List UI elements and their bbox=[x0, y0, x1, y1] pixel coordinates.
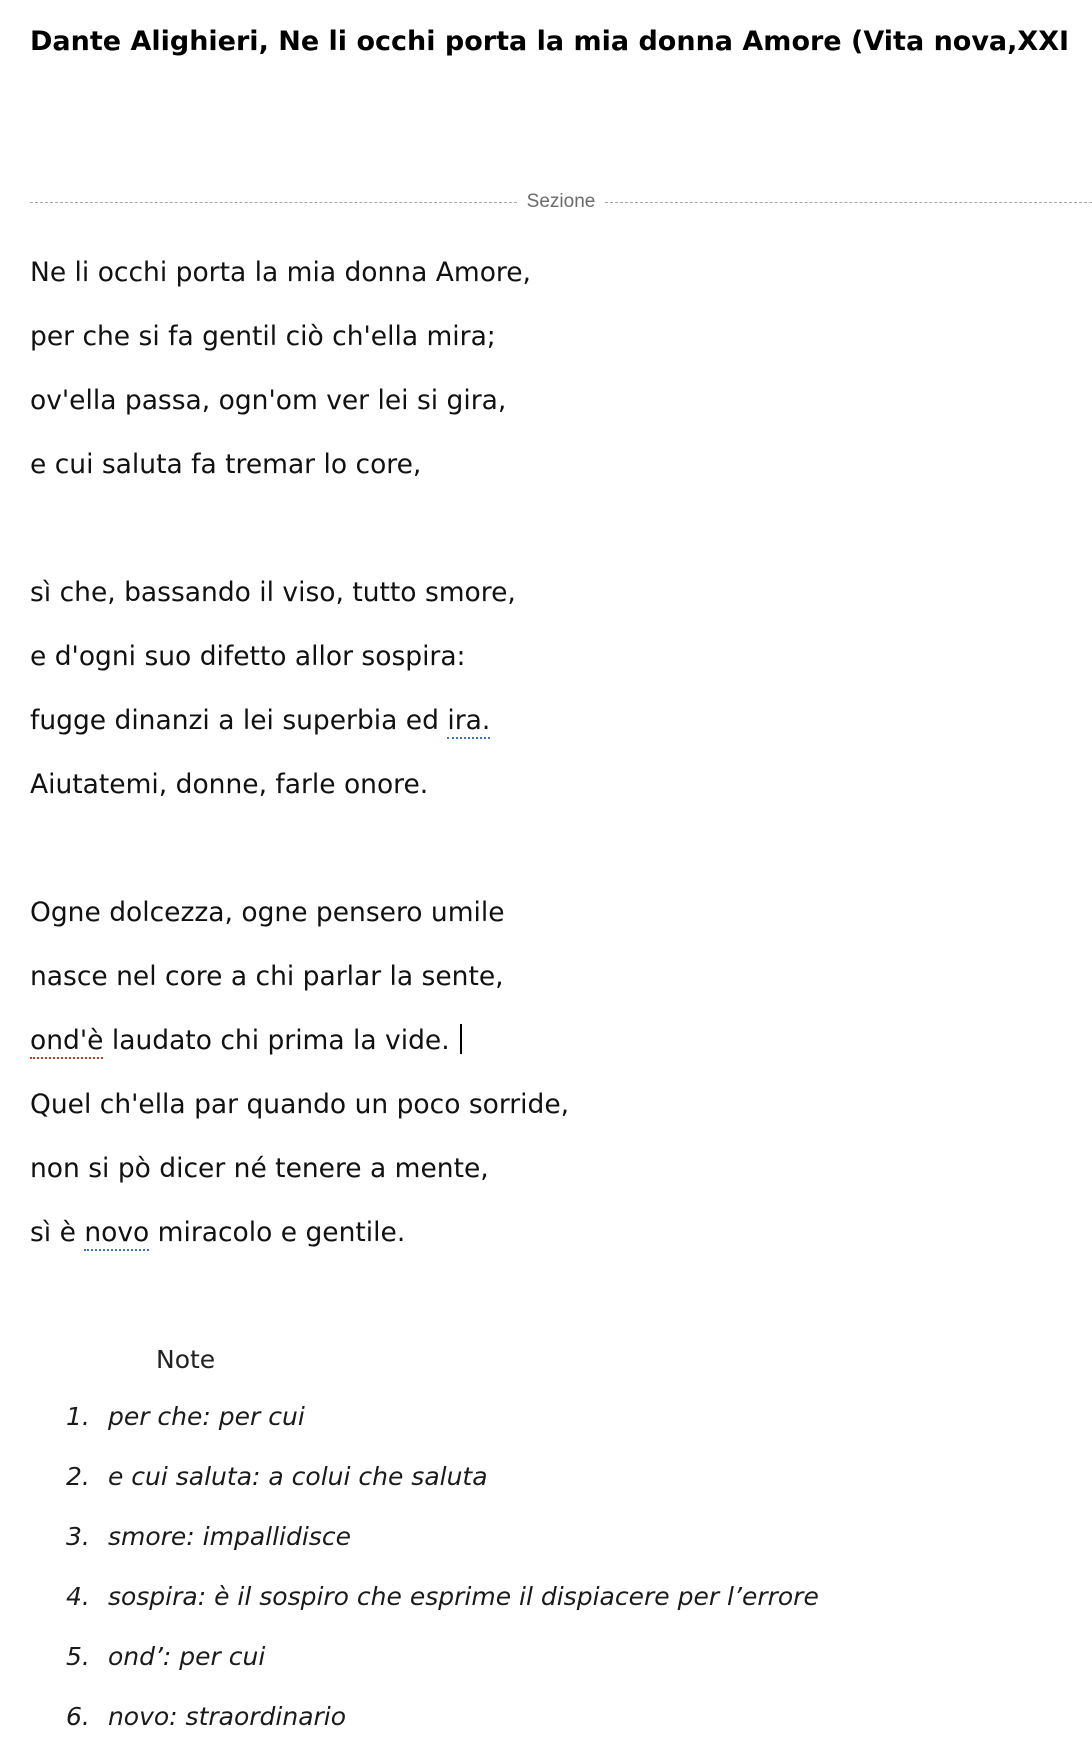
verse-line: sì che, bassando il viso, tutto smore, bbox=[30, 577, 516, 608]
note-text: e cui saluta: a colui che saluta bbox=[107, 1462, 488, 1491]
verse-line bbox=[30, 1021, 1070, 1085]
divider-rule-left bbox=[30, 202, 517, 203]
note-number: 6. bbox=[66, 1702, 90, 1731]
section-divider[interactable] bbox=[30, 190, 1092, 214]
document-title: Dante Alighieri, Ne li occhi porta la mia donna Amore (Vita nova,XXI bbox=[30, 26, 1070, 57]
spellcheck-word-ond-e[interactable]: ond'è bbox=[30, 1025, 103, 1059]
note-text: ond’: per cui bbox=[107, 1642, 266, 1671]
annotated-word-novo[interactable]: novo bbox=[84, 1217, 149, 1251]
verse-line: e d'ogni suo difetto allor sospira: bbox=[30, 641, 466, 672]
verse-line: per che si fa gentil ciò ch'ella mira; bbox=[30, 321, 496, 352]
note-text: novo: straordinario bbox=[107, 1702, 347, 1731]
verse-line: Quel ch'ella par quando un poco sorride, bbox=[30, 1089, 570, 1120]
poem-body[interactable] bbox=[30, 253, 1070, 1277]
note-text: sospira: è il sospiro che esprime il dispiacere per l’errore bbox=[107, 1582, 819, 1611]
note-item bbox=[66, 1460, 1066, 1520]
notes-heading: Note bbox=[156, 1345, 216, 1374]
note-number: 1. bbox=[66, 1402, 90, 1431]
verse-line bbox=[30, 701, 1070, 765]
verse-line: Aiutatemi, donne, farle onore. bbox=[30, 769, 429, 800]
note-text: per che: per cui bbox=[107, 1402, 305, 1431]
stanza-gap bbox=[30, 509, 1070, 573]
note-item bbox=[66, 1520, 1066, 1580]
stanza-1 bbox=[30, 253, 1070, 509]
stanza-2 bbox=[30, 573, 1070, 829]
verse-text: fugge dinanzi a lei superbia ed bbox=[30, 705, 448, 736]
section-label: Sezione bbox=[526, 191, 596, 212]
note-item bbox=[66, 1400, 1066, 1460]
note-item bbox=[66, 1700, 1066, 1760]
verse-line: Ne li occhi porta la mia donna Amore, bbox=[30, 257, 531, 288]
note-number: 5. bbox=[66, 1642, 90, 1671]
verse-line: non si pò dicer né tenere a mente, bbox=[30, 1153, 489, 1184]
verse-text: miracolo e gentile. bbox=[149, 1217, 406, 1248]
annotated-word-ira[interactable]: ira. bbox=[447, 705, 490, 739]
notes-list bbox=[66, 1400, 1066, 1760]
verse-line: e cui saluta fa tremar lo core, bbox=[30, 449, 422, 480]
note-item bbox=[66, 1640, 1066, 1700]
verse-text: sì è bbox=[30, 1217, 85, 1248]
verse-text: laudato chi prima la vide. bbox=[103, 1025, 450, 1056]
stanza-3 bbox=[30, 893, 1070, 1277]
note-number: 2. bbox=[66, 1462, 90, 1491]
note-text: smore: impallidisce bbox=[107, 1522, 351, 1551]
divider-rule-right bbox=[605, 202, 1092, 203]
note-item bbox=[66, 1580, 1066, 1640]
verse-line: Ogne dolcezza, ogne pensero umile bbox=[30, 897, 505, 928]
verse-line: nasce nel core a chi parlar la sente, bbox=[30, 961, 504, 992]
verse-line bbox=[30, 1213, 1070, 1277]
note-number: 4. bbox=[66, 1582, 90, 1611]
text-cursor bbox=[460, 1024, 462, 1054]
stanza-gap bbox=[30, 829, 1070, 893]
note-number: 3. bbox=[66, 1522, 90, 1551]
verse-line: ov'ella passa, ogn'om ver lei si gira, bbox=[30, 385, 507, 416]
